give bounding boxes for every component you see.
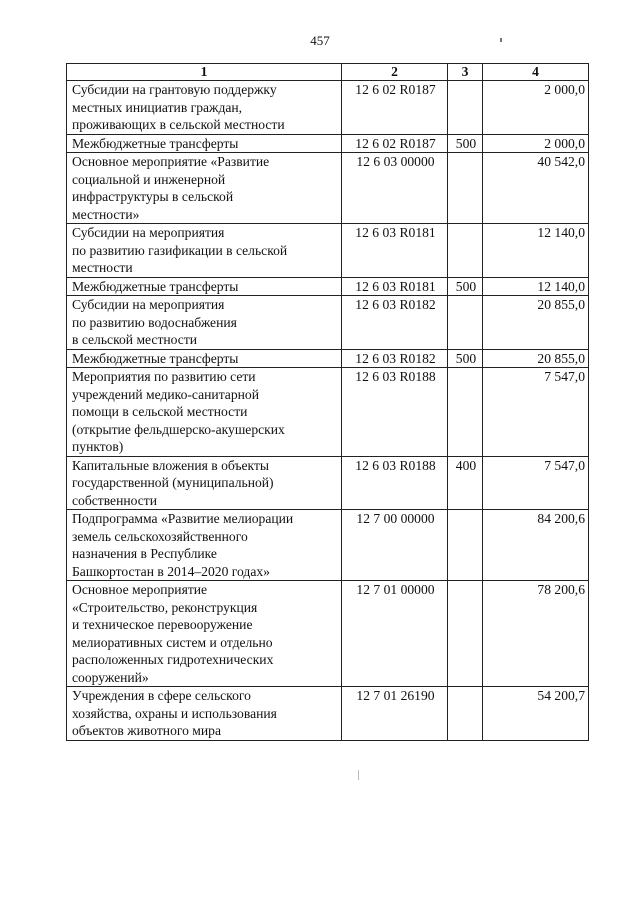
- row-kind-cell: [448, 224, 483, 278]
- row-name-cell: Межбюджетные трансферты: [67, 277, 342, 296]
- row-code-cell: 12 6 03 R0182: [342, 296, 448, 350]
- table-row: [67, 296, 589, 350]
- scan-mark: [500, 38, 502, 42]
- table-row: [67, 277, 589, 296]
- row-name-cell: Межбюджетные трансферты: [67, 134, 342, 153]
- row-kind-cell: 500: [448, 349, 483, 368]
- row-amount-cell: 2 000,0: [483, 134, 589, 153]
- header-col-3: 3: [448, 64, 483, 81]
- row-name-cell: Подпрограмма «Развитие мелиорации земель сельскохозяйственного назначения в Республике Башкортостан в 2014–2020 годах»: [67, 510, 342, 581]
- row-amount-cell: 40 542,0: [483, 153, 589, 224]
- table-row: [67, 134, 589, 153]
- row-code-cell: 12 7 00 00000: [342, 510, 448, 581]
- header-col-2: 2: [342, 64, 448, 81]
- row-kind-cell: [448, 81, 483, 135]
- table-header: [67, 64, 589, 81]
- row-kind-cell: 500: [448, 134, 483, 153]
- row-amount-cell: 84 200,6: [483, 510, 589, 581]
- row-amount-cell: 12 140,0: [483, 277, 589, 296]
- row-amount-cell: 2 000,0: [483, 81, 589, 135]
- row-kind-cell: [448, 296, 483, 350]
- row-amount-cell: 78 200,6: [483, 581, 589, 687]
- row-kind-cell: [448, 687, 483, 741]
- table-row: [67, 368, 589, 457]
- row-name-cell: Межбюджетные трансферты: [67, 349, 342, 368]
- row-name-cell: Основное мероприятие «Развитие социальной и инженерной инфраструктуры в сельской местности»: [67, 153, 342, 224]
- row-amount-cell: 20 855,0: [483, 349, 589, 368]
- row-code-cell: 12 6 03 R0181: [342, 277, 448, 296]
- header-col-4: 4: [483, 64, 589, 81]
- row-name-cell: Субсидии на мероприятия по развитию газификации в сельской местности: [67, 224, 342, 278]
- row-code-cell: 12 7 01 26190: [342, 687, 448, 741]
- row-kind-cell: 500: [448, 277, 483, 296]
- row-name-cell: Учреждения в сфере сельского хозяйства, охраны и использования объектов животного мира: [67, 687, 342, 741]
- table-row: [67, 581, 589, 687]
- page-number: 457: [310, 33, 330, 48]
- table-row: [67, 349, 589, 368]
- row-code-cell: 12 6 03 00000: [342, 153, 448, 224]
- row-code-cell: 12 6 03 R0181: [342, 224, 448, 278]
- row-name-cell: Мероприятия по развитию сети учреждений медико-санитарной помощи в сельской местности (открытие фельдшерско-акушерских пунктов): [67, 368, 342, 457]
- row-code-cell: 12 6 03 R0182: [342, 349, 448, 368]
- table-row: [67, 153, 589, 224]
- scan-artifact: [358, 770, 359, 780]
- row-amount-cell: 7 547,0: [483, 368, 589, 457]
- table-row: [67, 510, 589, 581]
- table-row: [67, 224, 589, 278]
- budget-table: [66, 63, 589, 741]
- table-row: [67, 456, 589, 510]
- row-name-cell: Субсидии на грантовую поддержку местных инициатив граждан, проживающих в сельской местности: [67, 81, 342, 135]
- row-kind-cell: [448, 510, 483, 581]
- header-col-1: 1: [67, 64, 342, 81]
- row-kind-cell: [448, 153, 483, 224]
- table-row: [67, 687, 589, 741]
- table-row: [67, 81, 589, 135]
- row-code-cell: 12 6 03 R0188: [342, 456, 448, 510]
- row-code-cell: 12 6 02 R0187: [342, 81, 448, 135]
- row-amount-cell: 12 140,0: [483, 224, 589, 278]
- row-name-cell: Субсидии на мероприятия по развитию водоснабжения в сельской местности: [67, 296, 342, 350]
- row-name-cell: Основное мероприятие «Строительство, реконструкция и техническое перевооружение мелиоративных систем и отдельно расположенных гидротехнических сооружений»: [67, 581, 342, 687]
- row-amount-cell: 54 200,7: [483, 687, 589, 741]
- row-code-cell: 12 7 01 00000: [342, 581, 448, 687]
- row-name-cell: Капитальные вложения в объекты государственной (муниципальной) собственности: [67, 456, 342, 510]
- table-body: [67, 81, 589, 741]
- header-row: [67, 64, 589, 81]
- row-code-cell: 12 6 03 R0188: [342, 368, 448, 457]
- row-code-cell: 12 6 02 R0187: [342, 134, 448, 153]
- row-kind-cell: [448, 581, 483, 687]
- row-amount-cell: 7 547,0: [483, 456, 589, 510]
- row-kind-cell: 400: [448, 456, 483, 510]
- row-kind-cell: [448, 368, 483, 457]
- row-amount-cell: 20 855,0: [483, 296, 589, 350]
